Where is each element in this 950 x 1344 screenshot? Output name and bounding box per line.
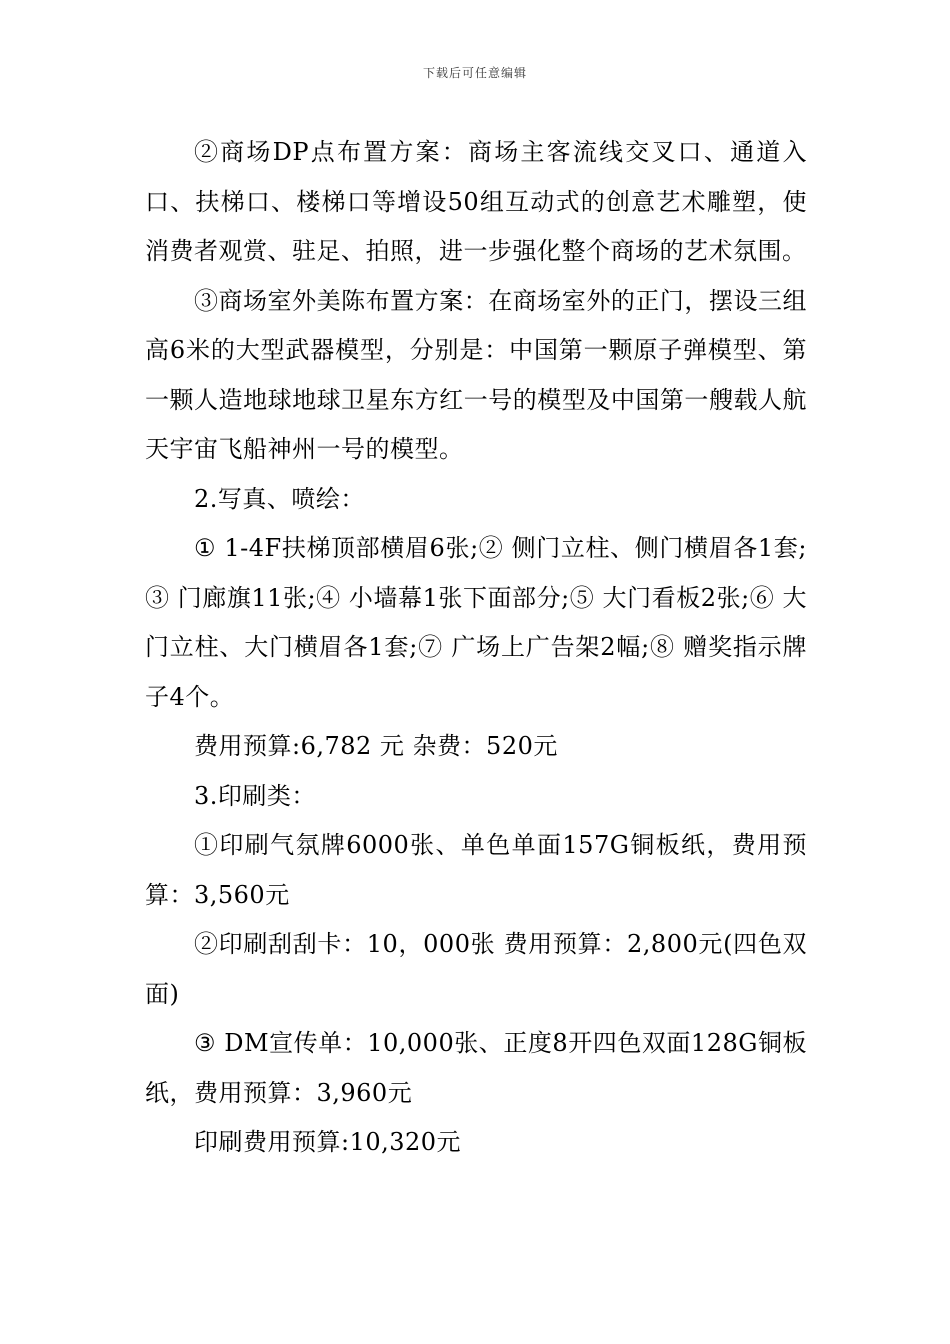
paragraph-outdoor-layout: ③商场室外美陈布置方案：在商场室外的正门，摆设三组高6米的大型武器模型，分别是：中国第一颗原子弹模型、第一颗人造地球地球卫星东方红一号的模型及中国第一艘载人航天宇宙飞船神州一号的模型。 xyxy=(145,286,807,463)
header-note: 下载后可任意编辑 xyxy=(422,66,527,80)
paragraph-printing-budget: 印刷费用预算:10,320元 xyxy=(194,1128,462,1156)
paragraph-printing-item-2: ②印刷刮刮卡：10，000张 费用预算：2,800元(四色双面) xyxy=(145,930,807,1008)
paragraph-photo-budget: 费用预算:6,782 元 杂费：520元 xyxy=(194,732,558,760)
document-body xyxy=(145,128,807,1168)
paragraph-printing-item-3: ③ DM宣传单：10,000张、正度8开四色双面128G铜板纸，费用预算：3,960元 xyxy=(145,1029,807,1107)
paragraph-dp-layout: ②商场DP点布置方案：商场主客流线交叉口、通道入口、扶梯口、楼梯口等增设50组互动式的创意艺术雕塑，使消费者观赏、驻足、拍照，进一步强化整个商场的艺术氛围。 xyxy=(145,138,807,265)
section-heading-printing: 3.印刷类： xyxy=(194,781,316,810)
paragraph-printing-item-1: ①印刷气氛牌6000张、单色单面157G铜板纸，费用预算：3,560元 xyxy=(145,831,807,909)
section-heading-photo-printing: 2.写真、喷绘： xyxy=(194,484,365,513)
paragraph-photo-items: ① 1-4F扶梯顶部横眉6张;② 侧门立柱、侧门横眉各1套;③ 门廊旗11张;④ 小墙幕1张下面部分;⑤ 大门看板2张;⑥ 大门立柱、大门横眉各1套;⑦ 广场上广告架2幅;⑧ 赠奖指示牌子4个。 xyxy=(145,534,807,711)
